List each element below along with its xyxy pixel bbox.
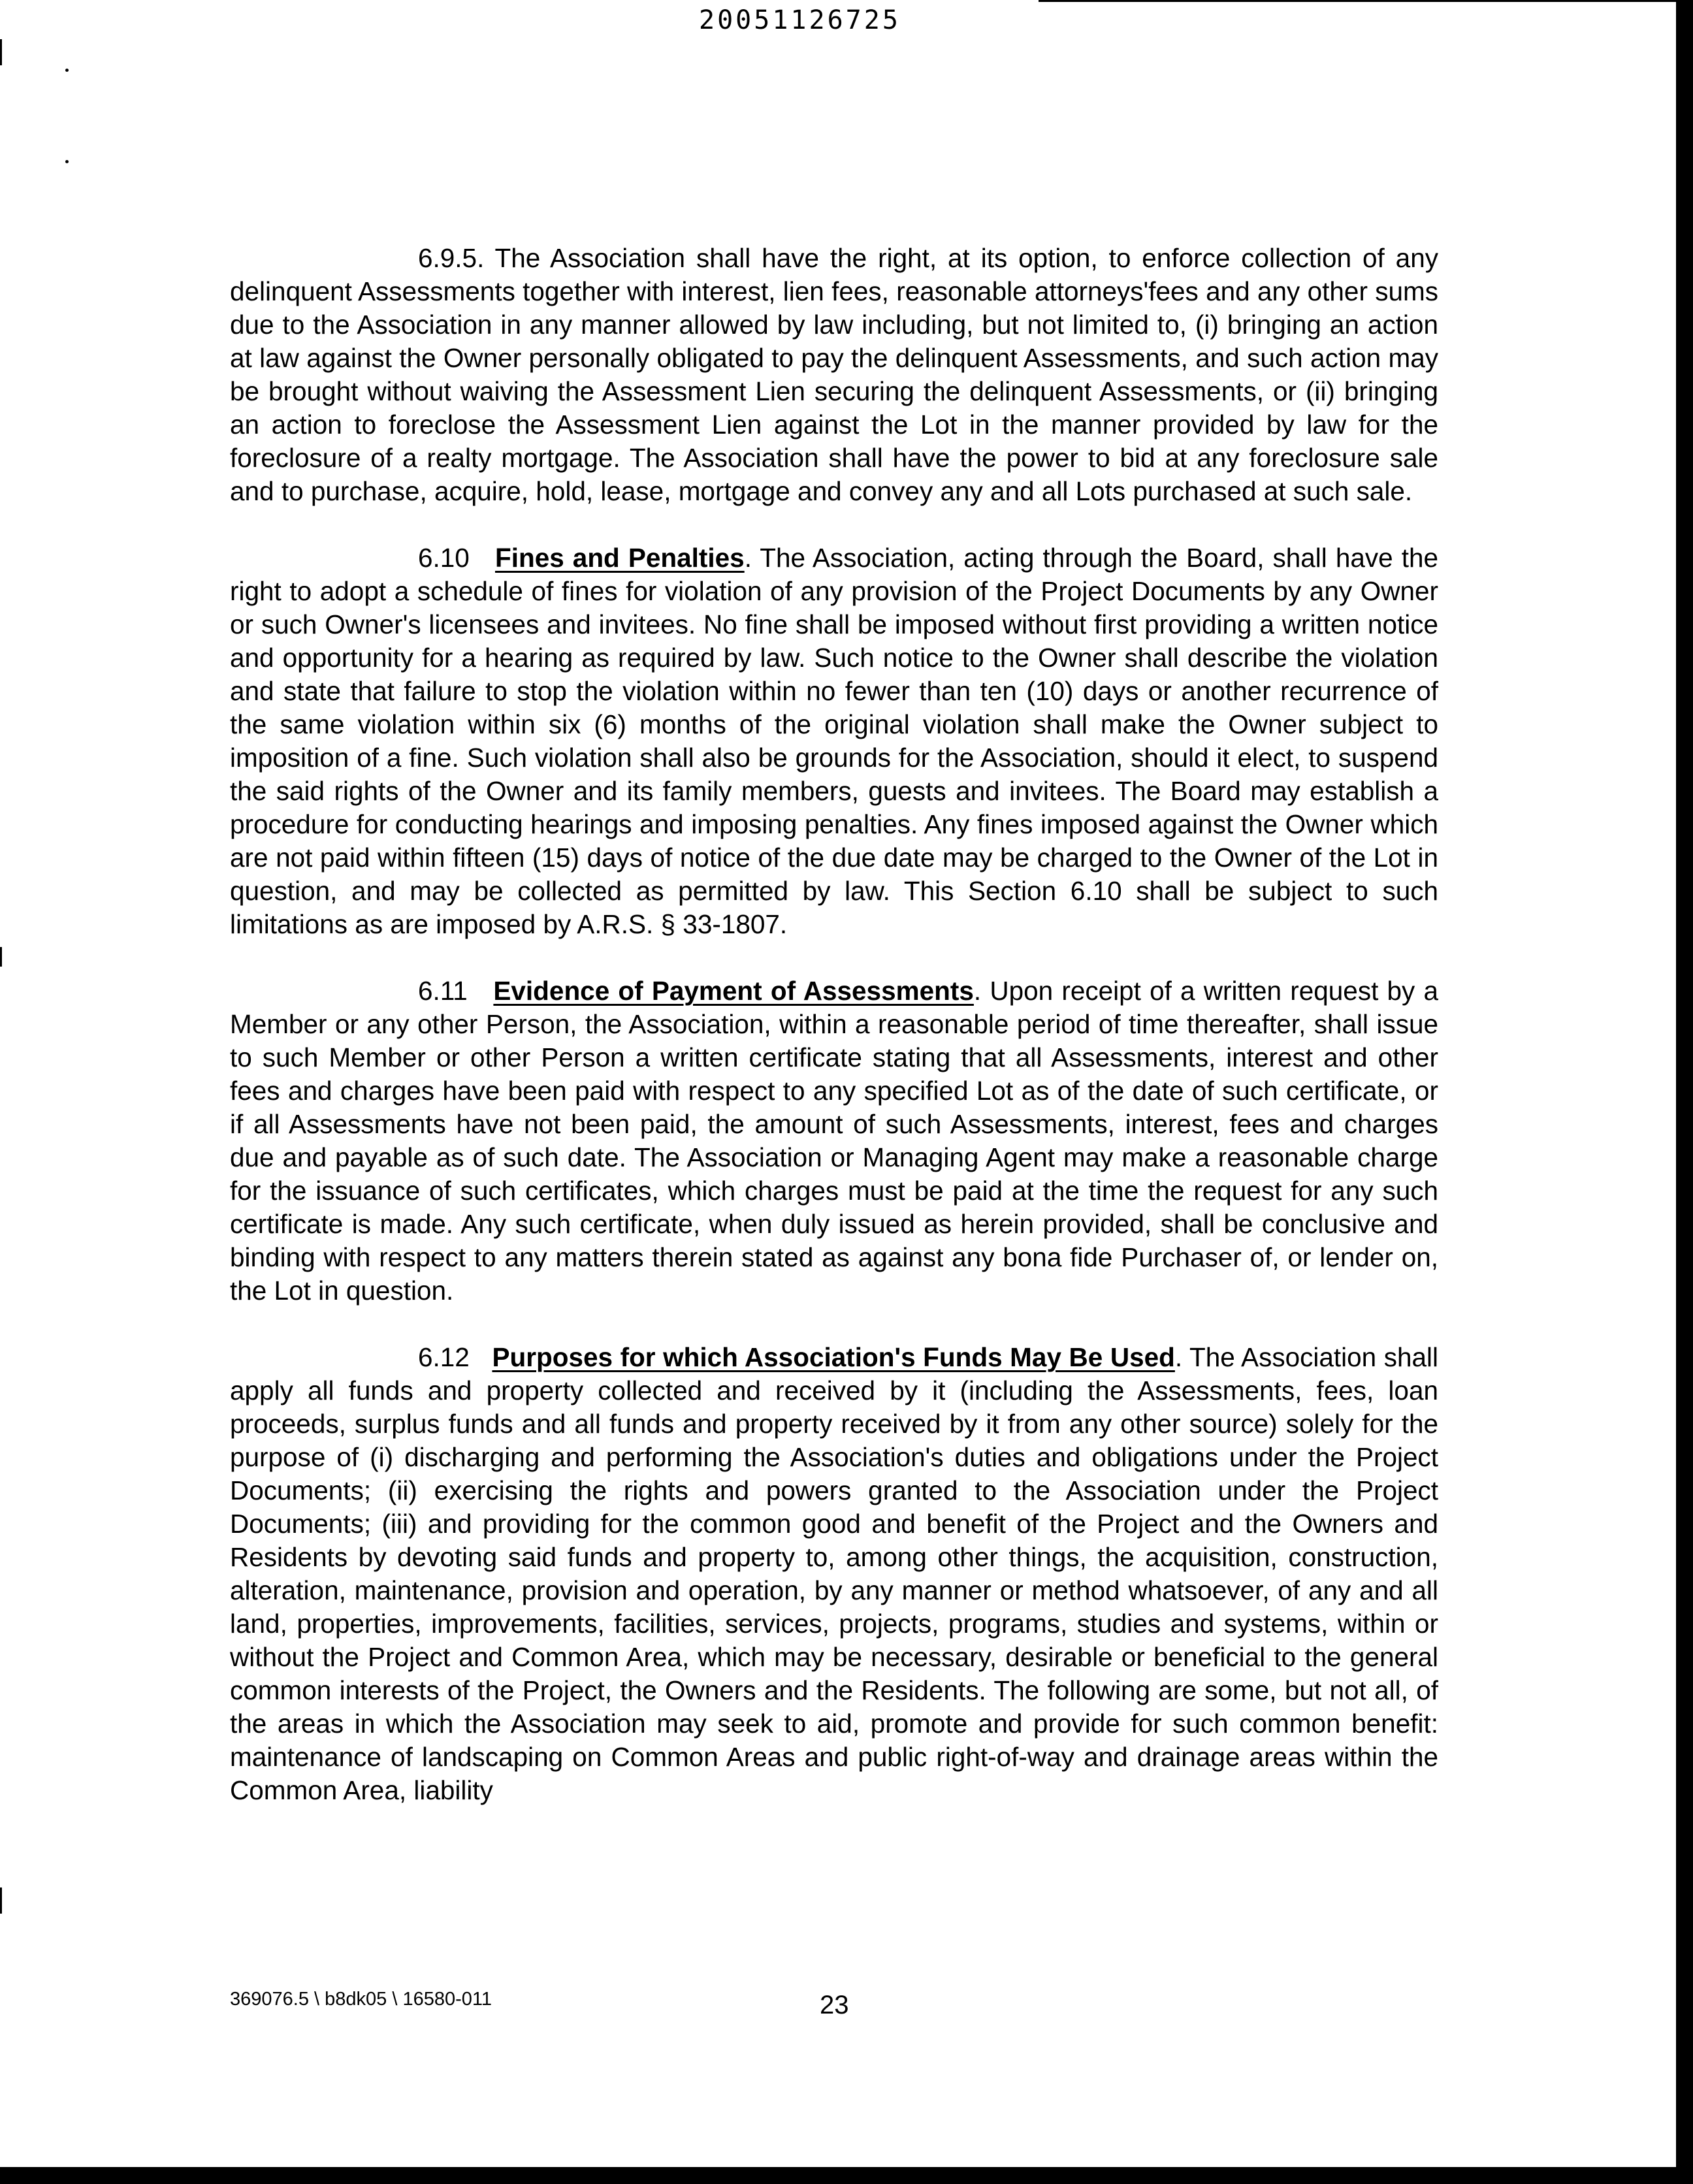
right-scan-border [1676, 0, 1693, 2184]
section-heading: Fines and Penalties [494, 543, 745, 573]
left-edge-mark [0, 39, 2, 65]
section-number: 6.11 [418, 976, 468, 1006]
section-heading: Evidence of Payment of Assessments [493, 976, 974, 1006]
page-number: 23 [820, 1991, 849, 2019]
section-text: The Association shall have the right, at its option, to enforce collection of any delinquent Assessments together with interest, lien fees, reasonable attorneys'fees and any other sums due to the Association in any manner allowed by law including, but not limited to, (i) bringing an action at law against the Owner personally obligated to pay the delinquent Assessments, and such action may be brought without waiving the Assessment Lien securing the delinquent Assessments, or (ii) bringing an action to foreclose the Assessment Lien against the Lot in the manner provided by law for the foreclosure of a realty mortgage. The Association shall have the power to bid at any foreclosure sale and to purchase, acquire, hold, lease, mortgage and convey any and all Lots purchased at such sale. [230, 243, 1438, 506]
section-6-11: 6.11 Evidence of Payment of Assessments. Upon receipt of a written request by a Member or any other Person, the Association, within a reasonable period of time thereafter, shall issue to such Member or other Person a written certificate stating that all Assessments, interest and other fees and charges have been paid with respect to any specified Lot as of the date of such certificate, or if all Assessments have not been paid, the amount of such Assessments, interest, fees and charges due and payable as of such date. The Association or Managing Agent may make a reasonable charge for the issuance of such certificates, which charges must be paid at the time the request for any such certificate is made. Any such certificate, when duly issued as herein provided, shall be conclusive and binding with respect to any matters therein stated as against any bona fide Purchaser of, or lender on, the Lot in question. [230, 976, 1438, 1306]
document-body [230, 242, 1438, 1840]
scan-speck [65, 160, 69, 163]
scan-speck [737, 2168, 740, 2172]
section-6-10: 6.10 Fines and Penalties. The Association, acting through the Board, shall have the right to adopt a schedule of fines for violation of any provision of the Project Documents by any Owner or such Owner's licensees and invitees. No fine shall be imposed without first providing a written notice and opportunity for a hearing as required by law. Such notice to the Owner shall describe the violation and state that failure to stop the violation within no fewer than ten (10) days or another recurrence of the same violation within six (6) months of the original violation shall make the Owner subject to imposition of a fine. Such violation shall also be grounds for the Association, should it elect, to suspend the said rights of the Owner and its family members, guests and invitees. The Board may establish a procedure for conducting hearings and imposing penalties. Any fines imposed against the Owner which are not paid within fifteen (15) days of notice of the due date may be charged to the Owner of the Lot in question, and may be collected as permitted by law. This Section 6.10 shall be subject to such limitations as are imposed by A.R.S. § 33-1807. [230, 543, 1439, 939]
scan-speck [65, 69, 69, 72]
section-6-12: 6.12 Purposes for which Association's Funds May Be Used. The Association shall apply all funds and property collected and received by it (including the Assessments, fees, loan proceeds, surplus funds and all funds and property received by it from any other source) solely for the purpose of (i) discharging and performing the Association's duties and obligations under the Project Documents; (ii) exercising the rights and powers granted to the Association under the Project Documents; (iii) and providing for the common good and benefit of the Project and the Owners and Residents by devoting said funds and property to, among other things, the acquisition, construction, alteration, maintenance, provision and operation, by any manner or method whatsoever, of any and all land, properties, improvements, facilities, services, projects, programs, studies and systems, within or without the Project and Common Area, which may be necessary, desirable or beneficial to the general common interests of the Project, the Owners and the Residents. The following are some, but not all, of the areas in which the Association may seek to aid, promote and provide for such common benefit: maintenance of landscaping on Common Areas and public right-of-way and drainage areas within the Common Area, liability [230, 1342, 1438, 1805]
section-text: The Association, acting through the Board, shall have the right to adopt a schedule of fines for violation of any provision of the Project Documents by any Owner or such Owner's licensees and invitees. No fine shall be imposed without first providing a written notice and opportunity for a hearing as required by law. Such notice to the Owner shall describe the violation and state that failure to stop the violation within no fewer than ten (10) days or another recurrence of the same violation within six (6) months of the original violation shall make the Owner subject to imposition of a fine. Such violation shall also be grounds for the Association, should it elect, to suspend the said rights of the Owner and its family members, guests and invitees. The Board may establish a procedure for conducting hearings and imposing penalties. Any fines imposed against the Owner which are not paid within fifteen (15) days of notice of the due date may be charged to the Owner of the Lot in question, and may be collected as permitted by law. This Section 6.10 shall be subject to such limitations as are imposed by A.R.S. § 33-1807. [230, 543, 1439, 939]
left-edge-mark [0, 947, 2, 967]
section-heading: Purposes for which Association's Funds May Be Used [492, 1342, 1175, 1372]
section-text: Upon receipt of a written request by a Member or any other Person, the Association, within a reasonable period of time thereafter, shall issue to such Member or other Person a written certificate stating that all Assessments, interest and other fees and charges have been paid with respect to any specified Lot as of the date of such certificate, or if all Assessments have not been paid, the amount of such Assessments, interest, fees and charges due and payable as of such date. The Association or Managing Agent may make a reasonable charge for the issuance of such certificates, which charges must be paid at the time the request for any such certificate is made. Any such certificate, when duly issued as herein provided, shall be conclusive and binding with respect to any matters therein stated as against any bona fide Purchaser of, or lender on, the Lot in question. [230, 976, 1438, 1306]
section-text: The Association shall apply all funds and property collected and received by it (including the Assessments, fees, loan proceeds, surplus funds and all funds and property received by it from any other source) solely for the purpose of (i) discharging and performing the Association's duties and obligations under the Project Documents; (ii) exercising the rights and powers granted to the Association under the Project Documents; (iii) and providing for the common good and benefit of the Project and the Owners and Residents by devoting said funds and property to, among other things, the acquisition, construction, alteration, maintenance, provision and operation, by any manner or method whatsoever, of any and all land, properties, improvements, facilities, services, projects, programs, studies and systems, within or without the Project and Common Area, which may be necessary, desirable or beneficial to the general common interests of the Project, the Owners and the Residents. The following are some, but not all, of the areas in which the Association may seek to aid, promote and provide for such common benefit: maintenance of landscaping on Common Areas and public right-of-way and drainage areas within the Common Area, liability [230, 1342, 1438, 1805]
recording-number: 20051126725 [699, 5, 901, 35]
top-scan-rule [1039, 0, 1693, 2]
document-reference: 369076.5 \ b8dk05 \ 16580-011 [230, 1989, 492, 2010]
section-6-9-5 [230, 242, 1438, 508]
section-number: 6.12 [418, 1342, 470, 1372]
section-number: 6.10 [418, 543, 470, 573]
left-edge-mark [0, 1887, 2, 1914]
section-number: 6.9.5. [418, 243, 485, 273]
bottom-scan-border [0, 2167, 1693, 2184]
